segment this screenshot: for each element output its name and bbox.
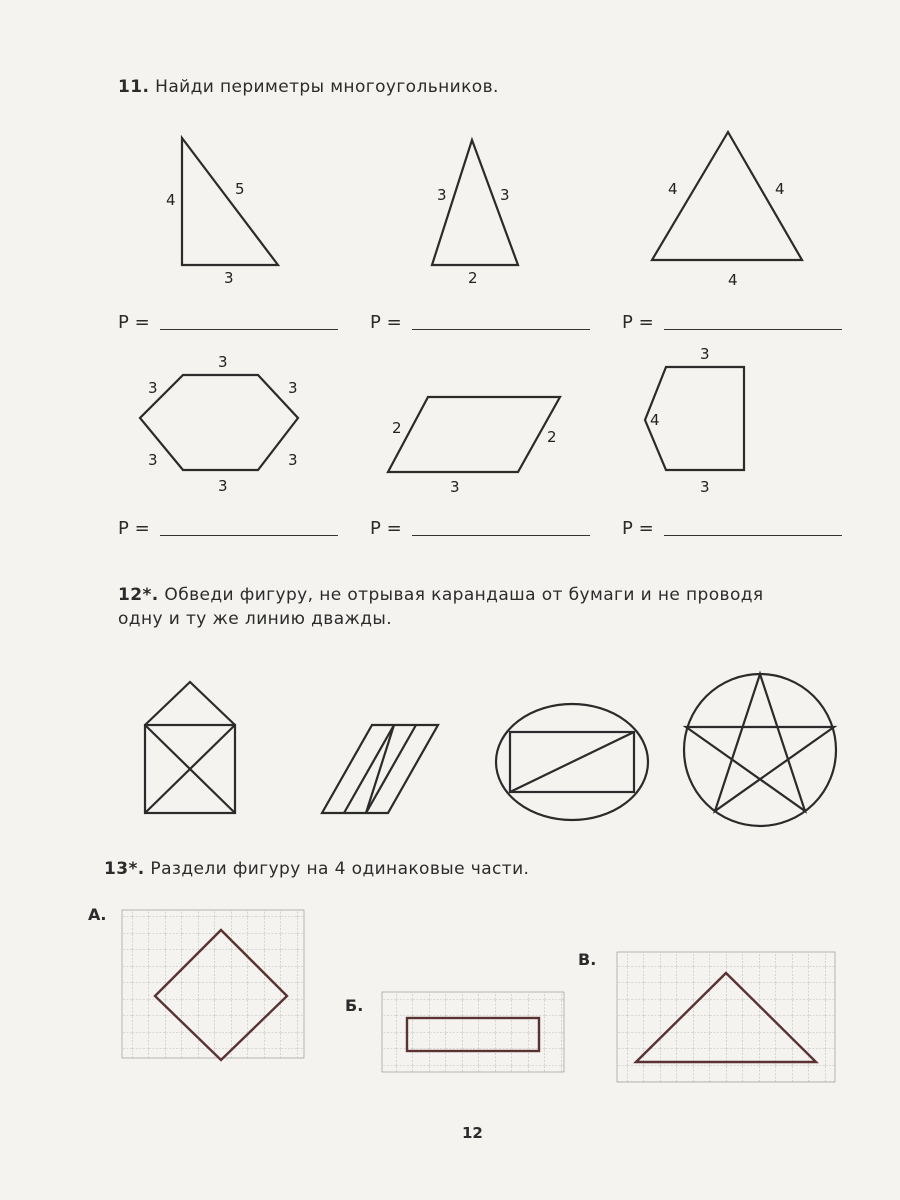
grid-b	[382, 992, 564, 1072]
hexagon-side-label: 3	[288, 451, 298, 469]
answer-blank[interactable]	[664, 329, 842, 330]
task-11-number: 11.	[118, 77, 150, 97]
striped-parallelogram-figure	[322, 725, 438, 813]
perimeter-answer-3[interactable]	[622, 312, 842, 333]
grid-label-a: А.	[88, 905, 107, 924]
answer-blank[interactable]	[160, 535, 338, 536]
hexagon-side-label: 3	[148, 379, 158, 397]
hexagon-side-label: 3	[288, 379, 298, 397]
task-13-grids	[0, 900, 900, 1130]
grid-a	[122, 910, 304, 1060]
answer-blank[interactable]	[160, 329, 338, 330]
equilateral-triangle-side-label: 4	[668, 180, 678, 198]
perimeter-label: P =	[622, 312, 654, 333]
parallelogram-shape	[388, 397, 560, 472]
isosceles-triangle-side-label: 3	[500, 186, 510, 204]
task-11-figures	[0, 120, 900, 640]
pentagon-side-label: 3	[700, 345, 710, 363]
task-13-number: 13*.	[104, 859, 145, 879]
house-figure	[145, 682, 235, 813]
task-12-figures	[0, 660, 900, 840]
equilateral-triangle-side-label: 4	[728, 271, 738, 289]
isosceles-triangle-side-label: 3	[437, 186, 447, 204]
task-13-text: Раздели фигуру на 4 одинаковые части.	[150, 859, 530, 879]
task-12-text-line2: одну и ту же линию дважды.	[118, 608, 393, 629]
perimeter-answer-6[interactable]	[622, 518, 842, 539]
task-12-title	[118, 584, 858, 632]
parallelogram-side-label: 3	[450, 478, 460, 496]
pentagon-side-label: 4	[650, 411, 660, 429]
perimeter-label: P =	[622, 518, 654, 539]
grid-label-b: Б.	[345, 996, 364, 1015]
answer-blank[interactable]	[412, 535, 590, 536]
page-number: 12	[462, 1124, 483, 1142]
right-triangle-side-label: 4	[166, 191, 176, 209]
equilateral-triangle-side-label: 4	[775, 180, 785, 198]
pentagon-side-label: 3	[700, 478, 710, 496]
perimeter-answer-2[interactable]	[370, 312, 590, 333]
task-11-title	[118, 76, 499, 100]
perimeter-label: P =	[370, 312, 402, 333]
pentagon-shape	[645, 367, 744, 470]
perimeter-answer-4[interactable]	[118, 518, 338, 539]
parallelogram-side-label: 2	[392, 419, 402, 437]
grid-label-v: В.	[578, 950, 597, 969]
task-12-text-line1: Обведи фигуру, не отрывая карандаша от бумаги и не проводя	[164, 585, 764, 605]
task-12-number: 12*.	[118, 585, 159, 605]
perimeter-answer-5[interactable]	[370, 518, 590, 539]
answer-blank[interactable]	[664, 535, 842, 536]
right-triangle-side-label: 5	[235, 180, 245, 198]
task-13-title	[104, 858, 529, 882]
right-triangle-side-label: 3	[224, 269, 234, 287]
parallelogram-side-label: 2	[547, 428, 557, 446]
perimeter-answer-1[interactable]	[118, 312, 338, 333]
ellipse-rectangle-figure	[496, 704, 648, 820]
perimeter-label: P =	[118, 518, 150, 539]
perimeter-label: P =	[370, 518, 402, 539]
isosceles-triangle-side-label: 2	[468, 269, 478, 287]
task-11-text: Найди периметры многоугольников.	[155, 77, 499, 97]
circle-star-figure	[684, 674, 836, 826]
hexagon-side-label: 3	[218, 353, 228, 371]
hexagon-shape	[140, 375, 298, 470]
hexagon-side-label: 3	[218, 477, 228, 495]
answer-blank[interactable]	[412, 329, 590, 330]
right-triangle-shape	[182, 138, 278, 265]
hexagon-side-label: 3	[148, 451, 158, 469]
grid-v	[617, 952, 835, 1082]
perimeter-label: P =	[118, 312, 150, 333]
